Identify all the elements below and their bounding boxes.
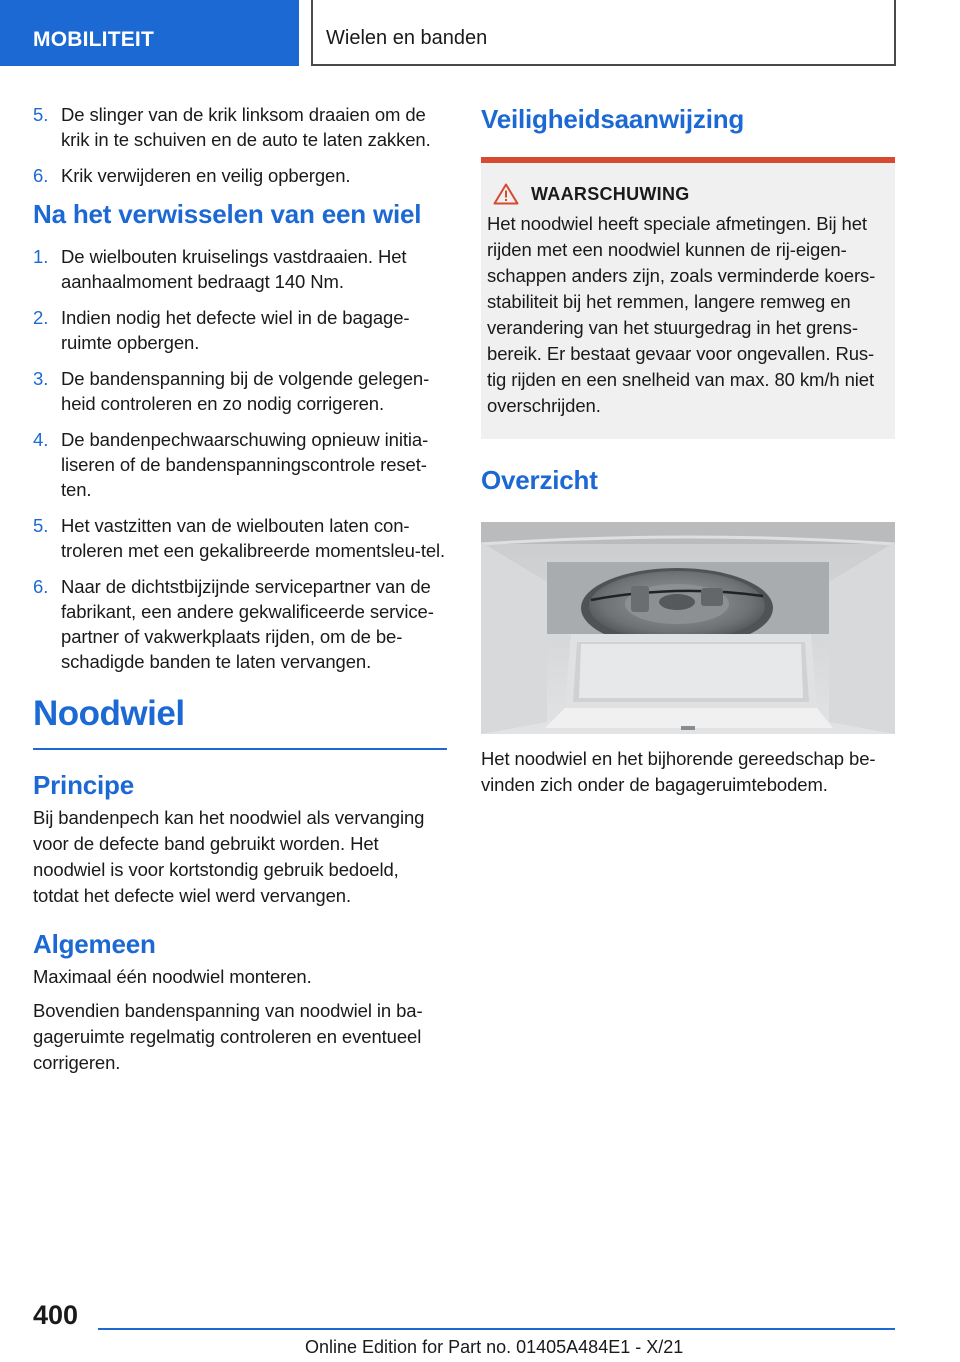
list-item [33, 244, 447, 294]
heading-algemeen: Algemeen [33, 929, 156, 959]
algemeen-paragraph-1: Maximaal één noodwiel monteren. [33, 966, 312, 987]
step-text: De slinger van de krik linksom draaien om de krik in te schuiven en de auto te laten zakken. [61, 104, 431, 150]
header-section-tab [0, 0, 299, 66]
warning-label: WAARSCHUWING [531, 183, 690, 204]
left-column [33, 102, 447, 1084]
step-number: 5. [33, 515, 49, 536]
heading-overview: Overzicht [481, 465, 598, 495]
step-number: 4. [33, 429, 49, 450]
step-text: De bandenpechwaarschuwing opnieuw initia-liseren of de bandenspanningscontrole reset-ten. [61, 429, 429, 500]
step-list-b [33, 244, 447, 674]
step-number: 6. [33, 165, 49, 186]
section-title-noodwiel: Noodwiel [33, 694, 185, 733]
step-text: De wielbouten kruiselings vastdraaien. Het aanhaalmoment bedraagt 140 Nm. [61, 246, 407, 292]
list-item [33, 427, 447, 502]
step-text: Naar de dichtstbijzijnde servicepartner van de fabrikant, een andere gekwalificeerde service-partner of vakwerkplaats rijden, om de be-schadigde banden te laten vervangen. [61, 576, 434, 672]
step-number: 6. [33, 576, 49, 597]
step-number: 2. [33, 307, 49, 328]
footer-edition: Online Edition for Part no. 01405A484E1 - X/21 [305, 1337, 684, 1357]
step-number: 1. [33, 246, 49, 267]
step-text: Indien nodig het defecte wiel in de bagage-ruimte opbergen. [61, 307, 410, 353]
right-column [481, 102, 895, 798]
heading-safety: Veiligheidsaanwijzing [481, 104, 745, 134]
section-divider [33, 748, 447, 750]
warning-triangle-icon [493, 183, 519, 205]
list-item [33, 574, 447, 674]
page-number: 400 [33, 1300, 79, 1330]
step-text: Krik verwijderen en veilig opbergen. [61, 165, 351, 186]
principe-paragraph: Bij bandenpech kan het noodwiel als vervanging voor de defecte band gebruikt worden. Het noodwiel is voor kortstondig gebruik bedoeld, totdat het defecte wiel werd vervangen. [33, 807, 425, 906]
spare-wheel-photo [481, 522, 895, 734]
heading-principe: Principe [33, 770, 134, 800]
step-number: 5. [33, 104, 49, 125]
step-number: 3. [33, 368, 49, 389]
step-list-a [33, 102, 447, 188]
list-item [33, 305, 447, 355]
step-text: De bandenspanning bij de volgende gelegen-heid controleren en zo nodig corrigeren. [61, 368, 430, 414]
step-text: Het vastzitten van de wielbouten laten con-troleren met een gekalibreerde momentsleu-tel. [61, 515, 446, 561]
list-item [33, 366, 447, 416]
warning-box [481, 157, 895, 439]
heading-after-wheel-change: Na het verwisselen van een wiel [33, 199, 422, 229]
algemeen-paragraph-2: Bovendien bandenspanning van noodwiel in ba-gageruimte regelmatig controleren en eventueel corrigeren. [33, 1000, 423, 1073]
list-item [33, 163, 447, 188]
photo-caption: Het noodwiel en het bijhorende gereedschap be-vinden zich onder de bagageruimtebodem. [481, 748, 876, 795]
header-chapter-box [311, 0, 896, 66]
list-item [33, 102, 447, 152]
list-item [33, 513, 447, 563]
header-section-label: MOBILITEIT [33, 28, 154, 51]
warning-text: Het noodwiel heeft speciale afmetingen. Bij het rijden met een noodwiel kunnen de rij-eigen-schappen anders zijn, zoals verminderde koers-stabiliteit bij het remmen, langere remweg en verandering van het stuurgedrag in het grens-bereik. Er bestaat gevaar voor ongevallen. Rus-tig rijden en een snelheid van max. 80 km/h niet overschrijden. [487, 213, 876, 416]
footer-divider [98, 1328, 895, 1330]
warning-header [487, 183, 887, 205]
header-chapter-label: Wielen en banden [326, 27, 488, 49]
